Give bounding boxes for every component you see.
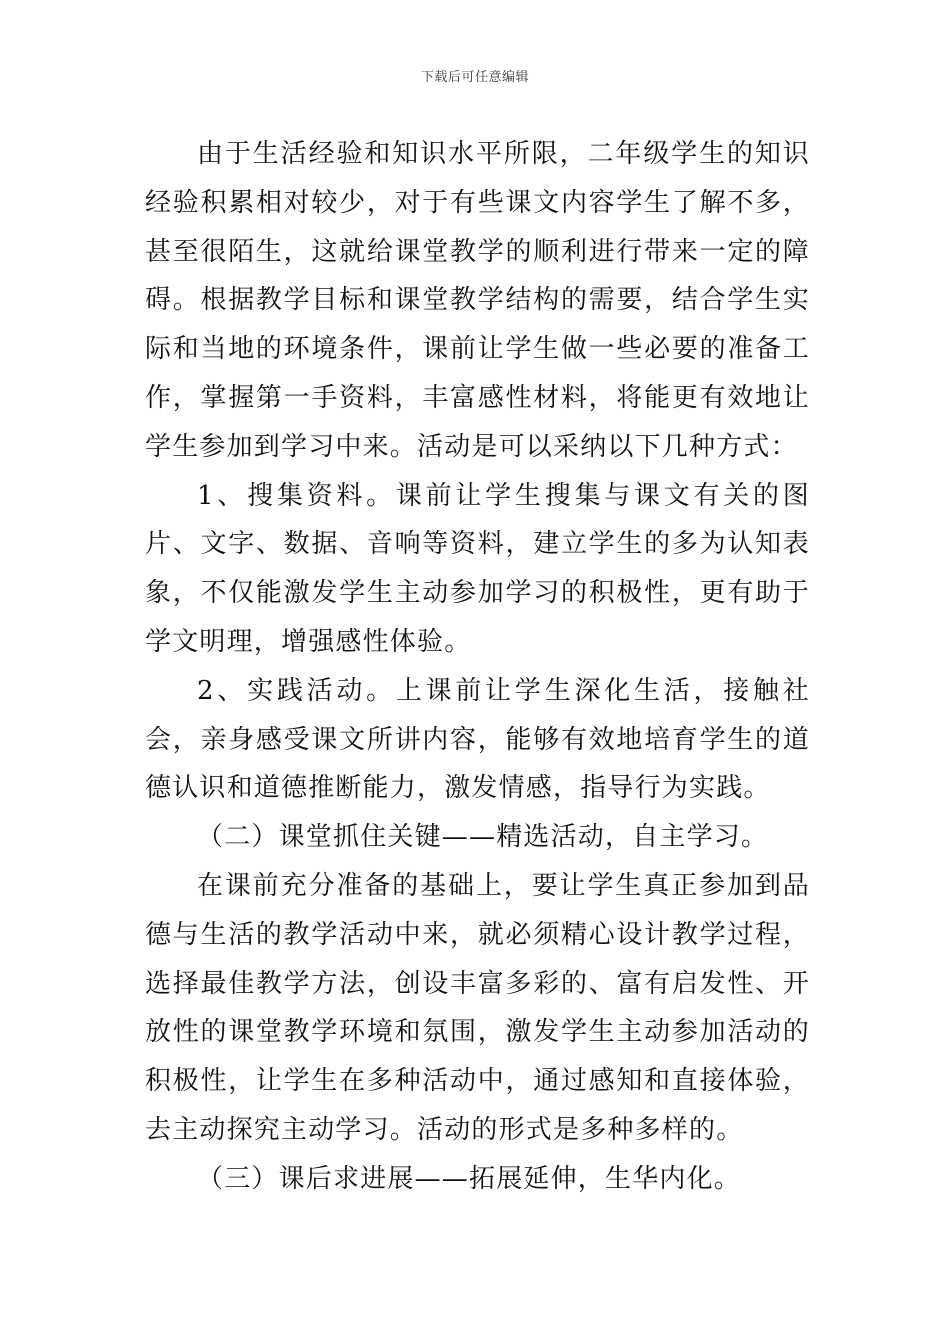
section-heading-after-class: （三）课后求进展——拓展延伸，生华内化。	[197, 1163, 742, 1194]
document-body	[145, 130, 810, 1204]
paragraph-collect-materials: 1、搜集资料。课前让学生搜集与课文有关的图片、文字、数据、音响等资料，建立学生的多为认知表象，不仅能激发学生主动参加学习的积极性，更有助于学文明理，增强感性体验。	[145, 480, 810, 657]
paragraph-classroom-activities: 在课前充分准备的基础上，要让学生真正参加到品德与生活的教学活动中来，就必须精心设计教学过程，选择最佳教学方法，创设丰富多彩的、富有启发性、开放性的课堂教学环境和氛围，激发学生主动参加活动的积极性，让学生在多种活动中，通过感知和直接体验，去主动探究主动学习。活动的形式是多种多样的。	[145, 870, 810, 1145]
paragraph-practice-activities: 2、实践活动。上课前让学生深化生活，接触社会，亲身感受课文所讲内容，能够有效地培育学生的道德认识和道德推断能力，激发情感，指导行为实践。	[145, 675, 810, 804]
section-heading-classroom: （二）课堂抓住关键——精选活动，自主学习。	[197, 822, 769, 853]
paragraph-preparation-intro: 由于生活经验和知识水平所限，二年级学生的知识经验积累相对较少，对于有些课文内容学生了解不多，甚至很陌生，这就给课堂教学的顺利进行带来一定的障碍。根据教学目标和课堂教学结构的需要，结合学生实际和当地的环境条件，课前让学生做一些必要的准备工作，掌握第一手资料，丰富感性材料，将能更有效地让学生参加到学习中来。活动是可以采纳以下几种方式：	[145, 139, 810, 462]
page-header: 下载后可任意编辑	[420, 70, 529, 85]
